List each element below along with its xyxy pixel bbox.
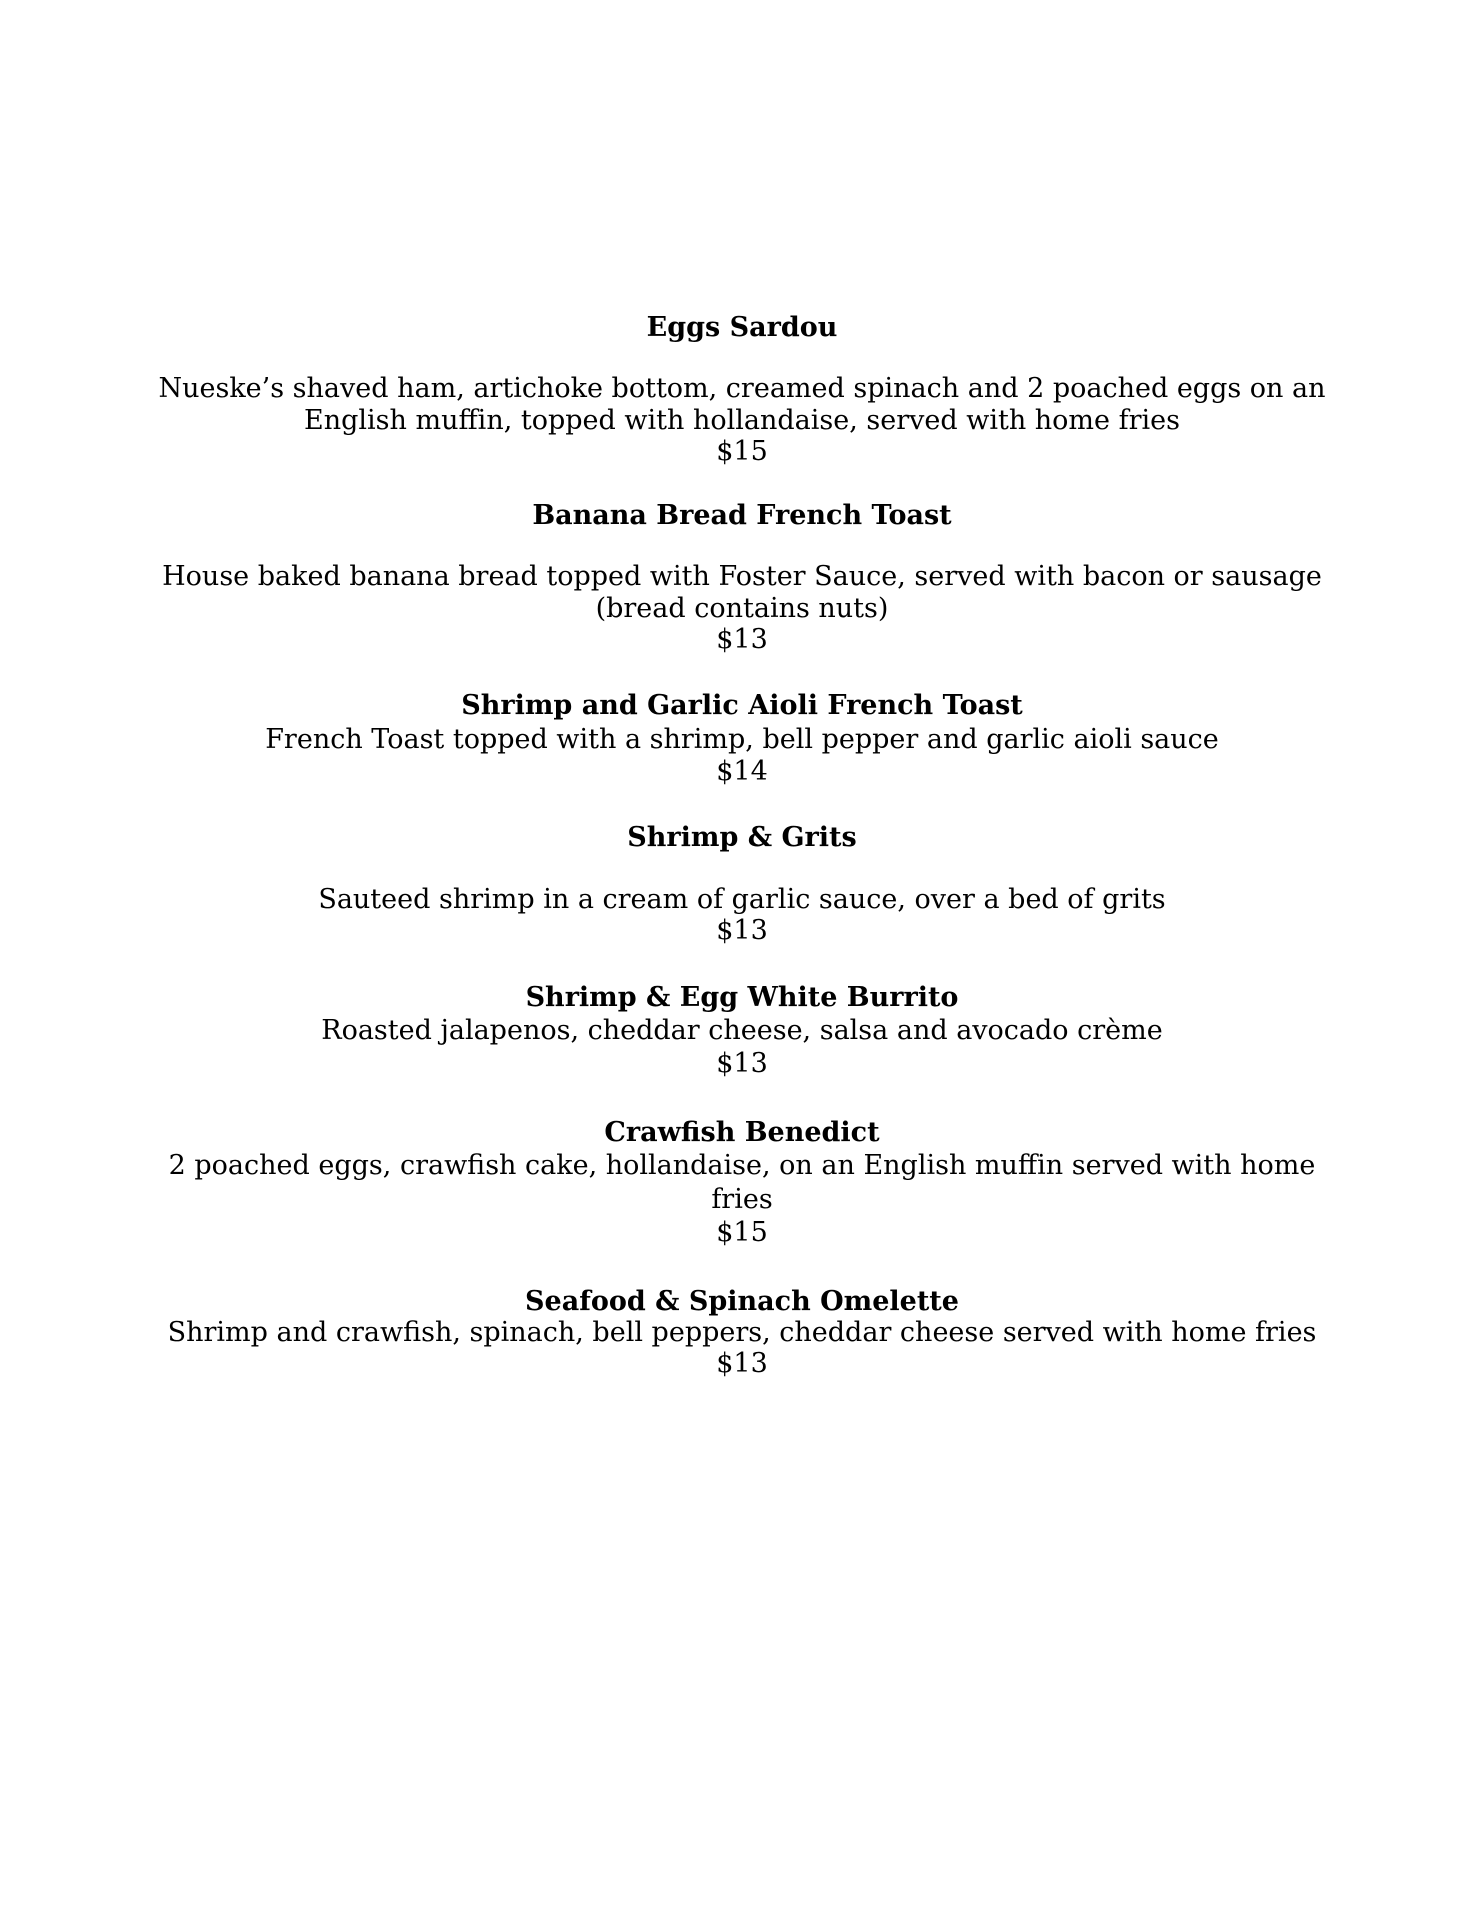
item-price: $13 xyxy=(716,1048,768,1079)
item-name-crawfish-benedict: Crawfish Benedict xyxy=(604,1117,880,1148)
item-name-shrimp-grits: Shrimp & Grits xyxy=(627,822,857,853)
item-description-line: Sauteed shrimp in a cream of garlic sauce, over a bed of grits xyxy=(318,884,1166,915)
item-price: $13 xyxy=(716,915,768,946)
item-name-banana-bread-french-toast: Banana Bread French Toast xyxy=(532,500,952,531)
item-price: $13 xyxy=(716,1348,768,1379)
item-description-line: Nueske’s shaved ham, artichoke bottom, creamed spinach and 2 poached eggs on an xyxy=(158,373,1326,404)
item-price: $15 xyxy=(716,436,768,467)
item-description-line: 2 poached eggs, crawfish cake, hollandaise, on an English muffin served with home xyxy=(168,1150,1316,1181)
item-description-line: House baked banana bread topped with Foster Sauce, served with bacon or sausage xyxy=(162,561,1322,592)
item-price: $15 xyxy=(716,1217,768,1248)
item-price: $13 xyxy=(716,624,768,655)
item-name-seafood-spinach-omelette: Seafood & Spinach Omelette xyxy=(525,1286,959,1317)
item-description-line: (bread contains nuts) xyxy=(595,593,889,624)
item-description-line: French Toast topped with a shrimp, bell pepper and garlic aioli sauce xyxy=(265,724,1219,755)
item-description-line: Shrimp and crawfish, spinach, bell peppers, cheddar cheese served with home fries xyxy=(167,1317,1317,1348)
item-description-line: English muffin, topped with hollandaise, served with home fries xyxy=(304,405,1180,436)
item-description-line: fries xyxy=(711,1184,773,1215)
item-description-line: Roasted jalapenos, cheddar cheese, salsa and avocado crème xyxy=(321,1015,1163,1046)
item-name-shrimp-egg-white-burrito: Shrimp & Egg White Burrito xyxy=(525,982,959,1013)
item-price: $14 xyxy=(716,756,768,787)
item-name-eggs-sardou: Eggs Sardou xyxy=(646,312,838,343)
item-name-shrimp-garlic-aioli-french-toast: Shrimp and Garlic Aioli French Toast xyxy=(461,690,1023,721)
